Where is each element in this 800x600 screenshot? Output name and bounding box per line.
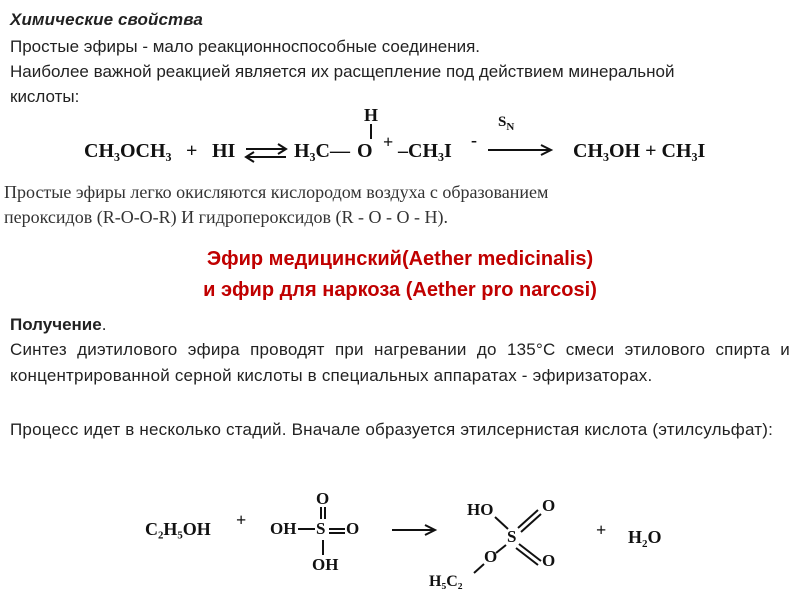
section-heading: Химические свойства (10, 10, 203, 29)
reaction2-product-ho: HO (467, 500, 494, 519)
title-line-2: и эфир для наркоза (Aether pro narcosi) (203, 279, 597, 301)
reaction2-water-sub: 2 (642, 538, 648, 550)
reaction2-product-s-o-bottom-2 (516, 548, 538, 565)
reaction2-product-o-left: O (484, 547, 498, 566)
reaction1-forward-arrow-head (541, 145, 551, 155)
reaction1-equilibrium-top-head (278, 144, 286, 154)
reaction2-product-o-top: O (542, 496, 556, 515)
production-label (10, 313, 106, 337)
intro-line-1: Простые эфиры - мало реакционноспособные соединения. (10, 37, 481, 56)
reaction2-product-s-o-top-1 (518, 510, 538, 528)
reaction2-acid-o-top: O (316, 489, 330, 508)
intro-line-3: кислоты: (10, 87, 80, 106)
reaction2-product-s-o-bottom-1 (519, 544, 541, 561)
reaction1-equilibrium-bottom-head (246, 152, 254, 162)
reaction2-reactant-1: C₂H₅OH (145, 519, 211, 539)
reaction1-intermediate-minus: - (471, 130, 477, 150)
production-paragraph-1: Синтез диэтилового эфира проводят при нагревании до 135°С смеси этилового спирта и концентрированной серной кислоты в специальных аппаратах - эфиризаторах. (10, 340, 790, 385)
reaction2-acid-oh-left: OH (270, 519, 297, 538)
reaction1-intermediate-h: H (364, 105, 379, 125)
reaction2-plus-1: + (236, 510, 247, 530)
reaction2-product-s: S (507, 527, 517, 546)
reaction1-intermediate-o: O (357, 140, 373, 162)
reaction2-product-s-o-top-2 (521, 514, 541, 532)
production-label-text: Получение (10, 315, 102, 334)
reaction1-arrow-label-sub: N (506, 121, 515, 133)
reaction2-acid-o-right: O (346, 519, 360, 538)
reaction1-arrow-label (498, 114, 514, 133)
reaction2-product-o-bottom: O (542, 551, 556, 570)
oxidation-line-2: пероксидов (R-O-O-R) И гидропероксидов (R - O - O - H). (4, 207, 449, 227)
intro-line-2: Наиболее важной реакцией является их расщепление под действием минеральной (10, 62, 675, 81)
reaction2-forward-arrow-head (425, 525, 435, 535)
title-line-1: Эфир медицинский(Aether medicinalis) (206, 248, 594, 270)
reaction2-acid-s: S (316, 519, 326, 538)
reaction1-intermediate-right: –CH₃I (398, 140, 452, 162)
reaction1-products: CH₃OH + CH₃I (573, 140, 706, 162)
reaction1-plus: + (186, 140, 198, 162)
reaction2-acid-oh-bottom: OH (312, 555, 339, 574)
reaction1-intermediate-left: H₃C— (294, 140, 350, 162)
reaction1-arrow-label-s: S (498, 114, 507, 130)
reaction2-product-h5c2: H₅C₂ (429, 573, 463, 590)
reaction2-water-h: H (628, 527, 643, 547)
reaction2-product-s-o-left-bond (496, 545, 506, 553)
production-label-dot: . (101, 315, 107, 334)
reaction1-intermediate-charge: + (383, 132, 394, 152)
reaction2-water-o: O (647, 527, 662, 547)
production-paragraph-2: Процесс идет в несколько стадий. Вначале образуется этилсернистая кислота (этилсульфат): (10, 420, 773, 439)
reaction2-product-o-c-bond (474, 564, 484, 573)
reaction1-reactant-2: HI (212, 140, 236, 162)
reaction2-water (628, 527, 662, 550)
reaction2-plus-2: + (596, 520, 607, 540)
oxidation-line-1: Простые эфиры легко окисляются кислородом воздуха с образованием (4, 182, 549, 202)
reaction1-reactant-1: CH₃OCH₃ (84, 140, 172, 162)
